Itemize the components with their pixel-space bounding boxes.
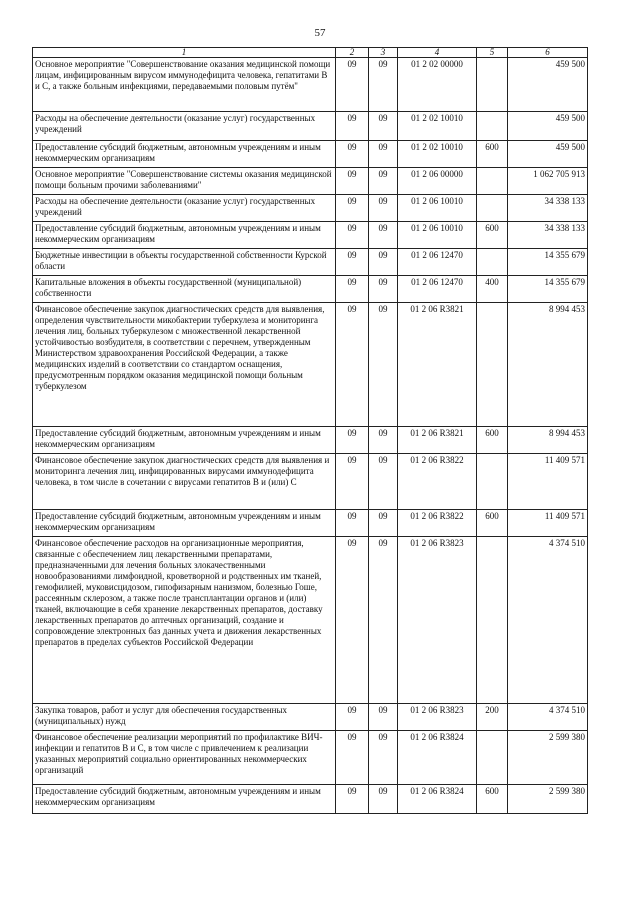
row-amount: 34 338 133 <box>508 222 588 249</box>
row-name: Капитальные вложения в объекты государственной (муниципальной) собственности <box>33 276 336 303</box>
row-amount: 8 994 453 <box>508 427 588 454</box>
row-expense-type: 400 <box>477 276 508 303</box>
table-row <box>33 276 588 303</box>
row-subsection: 09 <box>369 195 398 222</box>
row-name: Бюджетные инвестиции в объекты государственной собственности Курской области <box>33 249 336 276</box>
row-expense-type <box>477 454 508 510</box>
row-expense-type <box>477 195 508 222</box>
table-row <box>33 141 588 168</box>
row-amount: 1 062 705 913 <box>508 168 588 195</box>
row-expense-type: 600 <box>477 141 508 168</box>
row-amount: 459 500 <box>508 58 588 112</box>
row-expense-type <box>477 58 508 112</box>
row-section: 09 <box>336 785 369 814</box>
table-row <box>33 785 588 814</box>
row-section: 09 <box>336 427 369 454</box>
table-row <box>33 195 588 222</box>
row-amount: 14 355 679 <box>508 249 588 276</box>
page-number: 57 <box>314 27 326 39</box>
row-subsection: 09 <box>369 537 398 704</box>
row-expense-type <box>477 112 508 141</box>
row-subsection: 09 <box>369 249 398 276</box>
row-target-code: 01 2 06 R3822 <box>398 510 477 537</box>
row-amount: 459 500 <box>508 112 588 141</box>
row-section: 09 <box>336 112 369 141</box>
row-subsection: 09 <box>369 141 398 168</box>
row-section: 09 <box>336 537 369 704</box>
row-name: Предоставление субсидий бюджетным, автономным учреждениям и иным некоммерческим организациям <box>33 427 336 454</box>
row-target-code: 01 2 06 00000 <box>398 168 477 195</box>
table-row <box>33 168 588 195</box>
table-row <box>33 537 588 704</box>
row-name: Предоставление субсидий бюджетным, автономным учреждениям и иным некоммерческим организациям <box>33 785 336 814</box>
row-amount: 2 599 380 <box>508 731 588 785</box>
row-target-code: 01 2 06 12470 <box>398 276 477 303</box>
row-name: Закупка товаров, работ и услуг для обеспечения государственных (муниципальных) нужд <box>33 704 336 731</box>
row-target-code: 01 2 06 R3824 <box>398 731 477 785</box>
row-subsection: 09 <box>369 58 398 112</box>
row-section: 09 <box>336 195 369 222</box>
row-name: Расходы на обеспечение деятельности (оказание услуг) государственных учреждений <box>33 195 336 222</box>
row-name: Расходы на обеспечение деятельности (оказание услуг) государственных учреждений <box>33 112 336 141</box>
table-row <box>33 704 588 731</box>
row-amount: 11 409 571 <box>508 454 588 510</box>
row-section: 09 <box>336 222 369 249</box>
row-expense-type: 600 <box>477 510 508 537</box>
table-row <box>33 731 588 785</box>
row-name: Основное мероприятие "Совершенствование оказания медицинской помощи лицам, инфицированным вирусом иммунодефицита человека, гепатитами В и С, а также больным инфекциями, передаваемыми половым путём" <box>33 58 336 112</box>
row-section: 09 <box>336 510 369 537</box>
row-expense-type: 600 <box>477 427 508 454</box>
row-target-code: 01 2 02 10010 <box>398 141 477 168</box>
row-expense-type <box>477 537 508 704</box>
row-target-code: 01 2 02 10010 <box>398 112 477 141</box>
row-target-code: 01 2 06 10010 <box>398 195 477 222</box>
row-name: Финансовое обеспечение реализации мероприятий по профилактике ВИЧ-инфекции и гепатитов В и С, в том числе с привлечением к реализации указанных мероприятий социально ориентированных некоммерческих организаций <box>33 731 336 785</box>
column-header-4: 4 <box>398 48 477 58</box>
row-amount: 2 599 380 <box>508 785 588 814</box>
row-subsection: 09 <box>369 704 398 731</box>
column-header-6: 6 <box>508 48 588 58</box>
row-subsection: 09 <box>369 731 398 785</box>
row-section: 09 <box>336 168 369 195</box>
row-target-code: 01 2 06 12470 <box>398 249 477 276</box>
column-header-3: 3 <box>369 48 398 58</box>
row-section: 09 <box>336 454 369 510</box>
row-target-code: 01 2 06 R3823 <box>398 537 477 704</box>
row-section: 09 <box>336 276 369 303</box>
row-amount: 459 500 <box>508 141 588 168</box>
row-expense-type <box>477 731 508 785</box>
row-expense-type: 600 <box>477 785 508 814</box>
row-name: Предоставление субсидий бюджетным, автономным учреждениям и иным некоммерческим организациям <box>33 510 336 537</box>
row-subsection: 09 <box>369 222 398 249</box>
budget-table <box>32 47 588 814</box>
row-subsection: 09 <box>369 112 398 141</box>
row-name: Финансовое обеспечение закупок диагностических средств для выявления, определения чувствительности микобактерии туберкулеза и мониторинга лечения лиц, больных туберкулезом с множественной лекарственной устойчивостью возбудителя, в соответствии с перечнем, утвержденным Министерством здравоохранения Российской Федерации, а также медицинских изделий в соответствии со стандартом оснащения, предусмотренным порядком оказания медицинской помощи больным туберкулезом <box>33 303 336 427</box>
row-subsection: 09 <box>369 303 398 427</box>
row-amount: 4 374 510 <box>508 704 588 731</box>
row-subsection: 09 <box>369 276 398 303</box>
row-expense-type: 600 <box>477 222 508 249</box>
table-row <box>33 222 588 249</box>
table-row <box>33 112 588 141</box>
row-target-code: 01 2 06 R3824 <box>398 785 477 814</box>
row-target-code: 01 2 06 10010 <box>398 222 477 249</box>
row-subsection: 09 <box>369 510 398 537</box>
row-amount: 11 409 571 <box>508 510 588 537</box>
column-header-5: 5 <box>477 48 508 58</box>
row-name: Финансовое обеспечение расходов на организационные мероприятия, связанные с обеспечением лиц лекарственными препаратами, предназначенными для лечения больных злокачественными новообразованиями лимфоидной, кроветворной и родственных им тканей, гемофилией, муковисцидозом, гипофизарным нанизмом, болезнью Гоше, рассеянным склерозом, а также после трансплантации органов и (или) тканей, включающие в себя хранение лекарственных препаратов, доставку лекарственных препаратов до аптечных организаций, создание и сопровождение электронных баз данных учета и движения лекарственных препаратов в пределах субъектов Российской Федерации <box>33 537 336 704</box>
column-header-2: 2 <box>336 48 369 58</box>
row-expense-type <box>477 303 508 427</box>
row-section: 09 <box>336 303 369 427</box>
row-name: Финансовое обеспечение закупок диагностических средств для выявления и мониторинга лечения лиц, инфицированных вирусами иммунодефицита человека, в том числе в сочетании с вирусами гепатитов В и (или) С <box>33 454 336 510</box>
table-row <box>33 510 588 537</box>
row-expense-type: 200 <box>477 704 508 731</box>
column-header-1: 1 <box>33 48 336 58</box>
row-expense-type <box>477 249 508 276</box>
row-target-code: 01 2 06 R3822 <box>398 454 477 510</box>
row-amount: 14 355 679 <box>508 276 588 303</box>
row-target-code: 01 2 06 R3821 <box>398 303 477 427</box>
table-row <box>33 427 588 454</box>
row-subsection: 09 <box>369 785 398 814</box>
table-row <box>33 454 588 510</box>
table-row <box>33 303 588 427</box>
row-target-code: 01 2 06 R3823 <box>398 704 477 731</box>
row-section: 09 <box>336 731 369 785</box>
row-subsection: 09 <box>369 168 398 195</box>
row-amount: 8 994 453 <box>508 303 588 427</box>
row-target-code: 01 2 02 00000 <box>398 58 477 112</box>
table-row <box>33 58 588 112</box>
row-target-code: 01 2 06 R3821 <box>398 427 477 454</box>
row-subsection: 09 <box>369 427 398 454</box>
row-name: Основное мероприятие "Совершенствование системы оказания медицинской помощи больным прочими заболеваниями" <box>33 168 336 195</box>
row-subsection: 09 <box>369 454 398 510</box>
row-section: 09 <box>336 704 369 731</box>
table-header-row <box>33 48 588 58</box>
row-section: 09 <box>336 141 369 168</box>
row-name: Предоставление субсидий бюджетным, автономным учреждениям и иным некоммерческим организациям <box>33 222 336 249</box>
row-section: 09 <box>336 58 369 112</box>
table-row <box>33 249 588 276</box>
row-name: Предоставление субсидий бюджетным, автономным учреждениям и иным некоммерческим организациям <box>33 141 336 168</box>
row-section: 09 <box>336 249 369 276</box>
row-amount: 4 374 510 <box>508 537 588 704</box>
row-expense-type <box>477 168 508 195</box>
row-amount: 34 338 133 <box>508 195 588 222</box>
